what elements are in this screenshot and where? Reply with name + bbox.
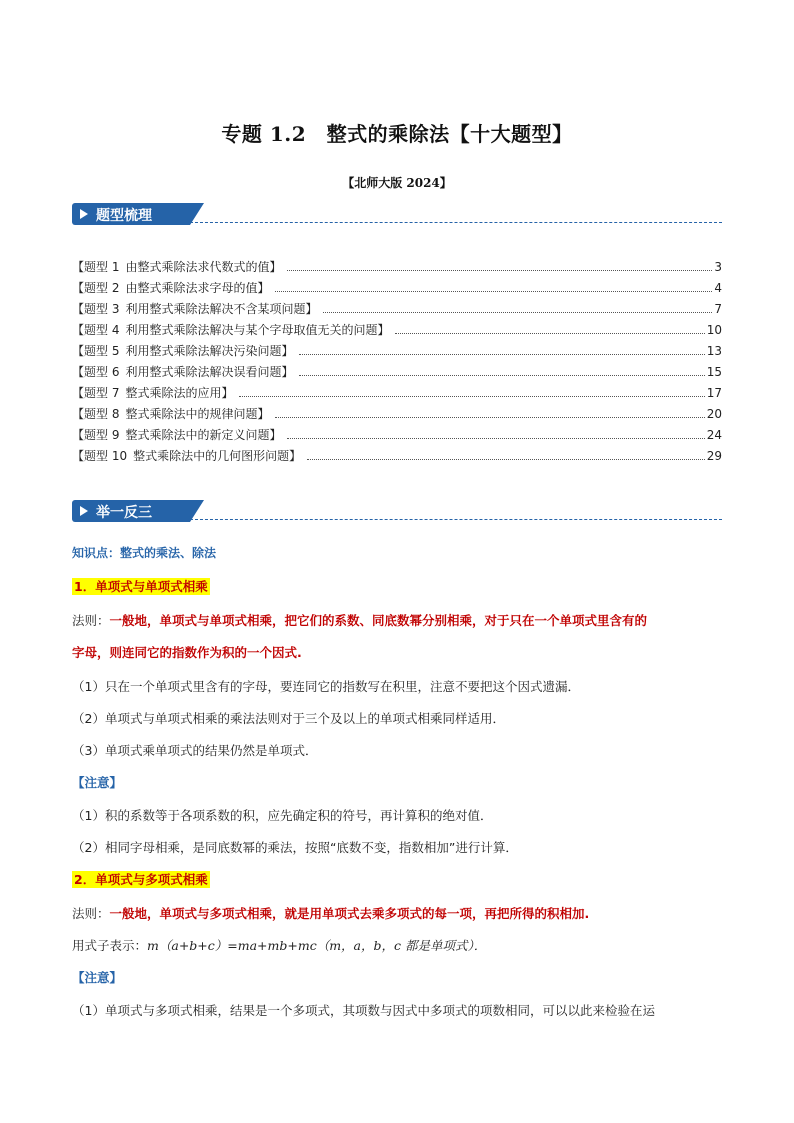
toc-text: 由整式乘除法求字母的值】 <box>125 281 270 295</box>
table-of-contents <box>72 258 722 468</box>
toc-number: 【题型 1 <box>72 260 120 274</box>
page-title: 专题 1.2 整式的乘除法【十大题型】 <box>221 122 573 146</box>
rule-2 <box>72 905 589 923</box>
toc-text: 利用整式乘除法解决误看问题】 <box>125 365 294 379</box>
rule-text: 一般地，单项式与多项式相乘，就是用单项式去乘多项式的每一项，再把所得的积相加. <box>109 906 590 921</box>
toc-text: 整式乘除法中的几何图形问题】 <box>133 449 302 463</box>
toc-page: 7 <box>714 302 722 316</box>
section-tab <box>72 500 190 522</box>
toc-page: 20 <box>706 407 722 421</box>
paragraph: （1）只在一个单项式里含有的字母，要连同它的指数写在积里，注意不要把这个因式遗漏． <box>72 679 580 694</box>
heading-text: 2．单项式与多项式相乘 <box>74 872 208 887</box>
toc-leader <box>307 459 705 460</box>
note-heading: 【注意】 <box>72 970 123 985</box>
toc-leader <box>323 312 712 313</box>
toc-page: 24 <box>706 428 722 442</box>
toc-item[interactable] <box>72 426 722 447</box>
toc-number: 【题型 9 <box>72 428 120 442</box>
formula: m（a+b+c）=ma+mb+mc（m，a，b，c 都是单项式）． <box>147 938 487 953</box>
rule-1-line-1 <box>72 612 647 630</box>
paragraph: （2）相同字母相乘，是同底数幂的乘法，按照“底数不变，指数相加”进行计算． <box>72 840 518 855</box>
toc-page: 29 <box>706 449 722 463</box>
rule-text: 一般地，单项式与单项式相乘，把它们的系数、同底数幂分别相乘，对于只在一个单项式里含有的 <box>109 613 648 628</box>
play-icon <box>80 209 88 219</box>
knowledge-point: 知识点：整式的乘法、除法 <box>72 546 217 560</box>
section-label: 题型梳理 <box>96 208 152 224</box>
toc-page: 10 <box>706 323 722 337</box>
toc-item[interactable] <box>72 258 722 279</box>
paragraph: （1）积的系数等于各项系数的积，应先确定积的符号，再计算积的绝对值． <box>72 808 493 823</box>
toc-text: 整式乘除法的应用】 <box>125 386 234 400</box>
section-header-toc <box>72 201 722 227</box>
formula-line <box>72 937 486 955</box>
toc-leader <box>287 270 712 271</box>
section-divider <box>190 222 722 223</box>
note-heading: 【注意】 <box>72 775 123 790</box>
toc-leader <box>299 375 704 376</box>
toc-item[interactable] <box>72 279 722 300</box>
toc-item[interactable] <box>72 384 722 405</box>
toc-leader <box>239 396 704 397</box>
edition-label: 【北师大版 2024】 <box>342 176 452 190</box>
toc-number: 【题型 5 <box>72 344 120 358</box>
toc-leader <box>275 417 704 418</box>
rule-prefix: 法则： <box>72 613 110 628</box>
toc-number: 【题型 4 <box>72 323 120 337</box>
toc-text: 利用整式乘除法解决不含某项问题】 <box>125 302 318 316</box>
toc-number: 【题型 3 <box>72 302 120 316</box>
toc-item[interactable] <box>72 321 722 342</box>
toc-item[interactable] <box>72 363 722 384</box>
paragraph: （2）单项式与单项式相乘的乘法法则对于三个及以上的单项式相乘同样适用． <box>72 711 505 726</box>
toc-page: 4 <box>714 281 722 295</box>
toc-item[interactable] <box>72 342 722 363</box>
section-header-examples <box>72 498 722 524</box>
toc-number: 【题型 7 <box>72 386 120 400</box>
toc-text: 整式乘除法中的新定义问题】 <box>125 428 282 442</box>
toc-leader <box>287 438 704 439</box>
toc-text: 利用整式乘除法解决与某个字母取值无关的问题】 <box>125 323 390 337</box>
toc-page: 3 <box>714 260 722 274</box>
section-label: 举一反三 <box>96 505 152 521</box>
paragraph: （1）单项式与多项式相乘，结果是一个多项式，其项数与因式中多项式的项数相同，可以以此来检验在运 <box>72 1003 655 1018</box>
toc-leader <box>395 333 704 334</box>
toc-page: 13 <box>706 344 722 358</box>
heading-mono-mono <box>72 578 210 596</box>
toc-number: 【题型 10 <box>72 449 128 463</box>
toc-page: 17 <box>706 386 722 400</box>
toc-page: 15 <box>706 365 722 379</box>
toc-text: 整式乘除法中的规律问题】 <box>125 407 270 421</box>
toc-number: 【题型 6 <box>72 365 120 379</box>
toc-number: 【题型 8 <box>72 407 120 421</box>
toc-item[interactable] <box>72 300 722 321</box>
heading-text: 1．单项式与单项式相乘 <box>74 579 208 594</box>
paragraph: （3）单项式乘单项式的结果仍然是单项式． <box>72 743 318 758</box>
toc-item[interactable] <box>72 405 722 426</box>
toc-text: 利用整式乘除法解决污染问题】 <box>125 344 294 358</box>
heading-mono-poly <box>72 871 210 889</box>
section-tab <box>72 203 190 225</box>
toc-number: 【题型 2 <box>72 281 120 295</box>
toc-leader <box>275 291 712 292</box>
play-icon <box>80 506 88 516</box>
toc-item[interactable] <box>72 447 722 468</box>
rule-text: 字母，则连同它的指数作为积的一个因式. <box>72 645 302 660</box>
rule-1-line-2 <box>72 644 302 662</box>
toc-text: 由整式乘除法求代数式的值】 <box>125 260 282 274</box>
toc-leader <box>299 354 704 355</box>
rule-prefix: 法则： <box>72 906 110 921</box>
section-divider <box>190 519 722 520</box>
formula-prefix: 用式子表示： <box>72 938 148 953</box>
